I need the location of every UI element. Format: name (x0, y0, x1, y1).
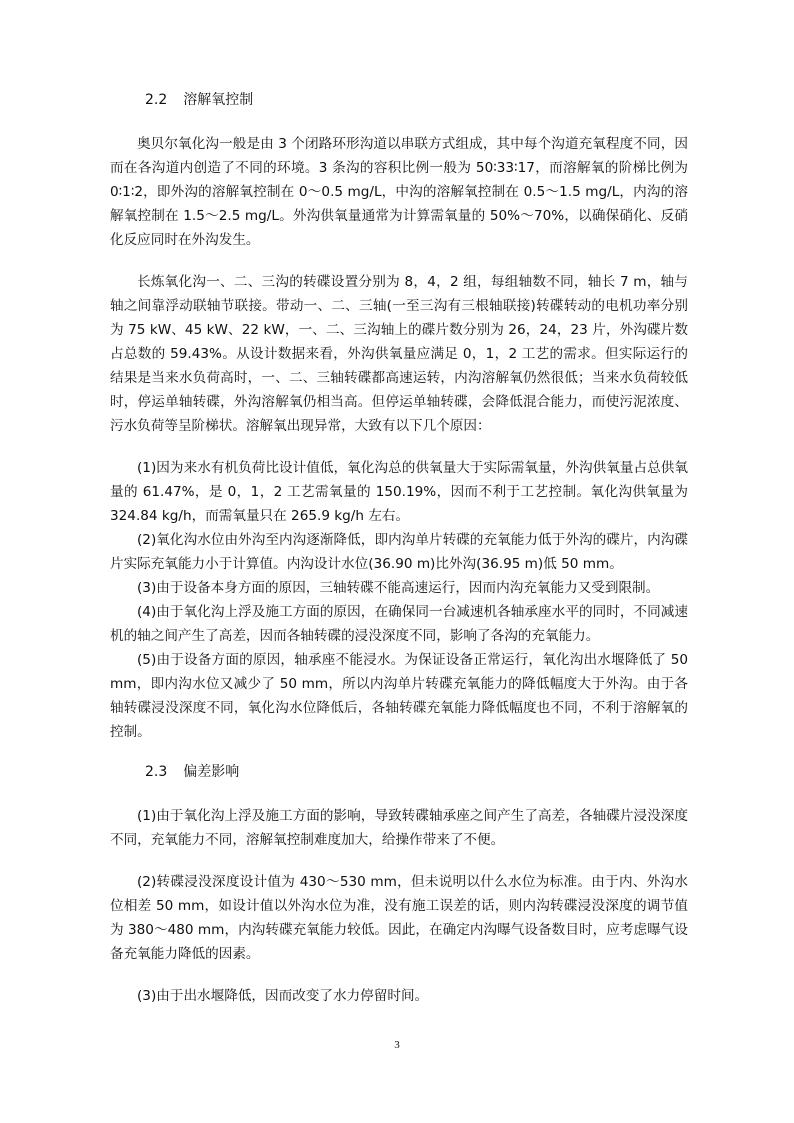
paragraph: (2)转碟浸没深度设计值为 430～530 mm，但未说明以什么水位为标准。由于内、外沟水位相差 50 mm，如设计值以外沟水位为准，没有施工误差的话，则内沟转碟浸没深度的调节值为 380～480 mm，内沟转碟充氧能力较低。因此，在确定内沟曝气设备数目时，应考虑曝气设备充氧能力降低的因素。 (110, 874, 688, 962)
paragraph: (3)由于出水堰降低，因而改变了水力停留时间。 (137, 988, 429, 1004)
reason-item: (2)氧化沟水位由外沟至内沟逐渐降低，即内沟单片转碟的充氧能力低于外沟的碟片，内沟碟片实际充氧能力小于计算值。内沟设计水位(36.90 m)比外沟(36.95 m)低 50 mm。 (110, 532, 688, 572)
section-title: 偏差影响 (183, 764, 240, 780)
section-number: 2.2 (145, 92, 168, 108)
paragraph: 长炼氧化沟一、二、三沟的转碟设置分别为 8，4，2 组，每组轴数不同，轴长 7 m，轴与轴之间靠浮动联轴节联接。带动一、二、三轴(一至三沟有三根轴联接)转碟转动的电机功率分别为 75 kW、45 kW、22 kW，一、二、三沟轴上的碟片数分别为 26，24，23 片，外沟碟片数占总数的 59.43%。从设计数据来看，外沟供氧量应满足 0，1，2 工艺的需求。但实际运行的结果是当来水负荷高时，一、二、三轴转碟都高速运转，内沟溶解氧仍然很低；当来水负荷较低时，停运单轴转碟，外沟溶解氧仍相当高。但停运单轴转碟，会降低混合能力，而使污泥浓度、污水负荷等呈阶梯状。溶解氧出现异常，大致有以下几个原因： (110, 274, 688, 434)
section-number: 2.3 (145, 764, 168, 780)
page-content (110, 90, 688, 1026)
section-title: 溶解氧控制 (183, 92, 254, 108)
reason-item: (3)由于设备本身方面的原因，三轴转碟不能高速运行，因而内沟充氧能力又受到限制。 (137, 580, 660, 596)
section-heading-2-3 (110, 762, 688, 782)
section-heading-2-2 (110, 90, 688, 110)
paragraph: (1)由于氧化沟上浮及施工方面的影响，导致转碟轴承座之间产生了高差，各轴碟片浸没深度不同，充氧能力不同，溶解氧控制难度加大，给操作带来了不便。 (110, 808, 688, 848)
reason-item: (5)由于设备方面的原因，轴承座不能浸水。为保证设备正常运行，氧化沟出水堰降低了 50 mm，即内沟水位又减少了 50 mm，所以内沟单片转碟充氧能力的降低幅度大于外沟。由于各轴转碟浸没深度不同，氧化沟水位降低后，各轴转碟充氧能力降低幅度也不同，不利于溶解氧的控制。 (110, 652, 688, 740)
reason-item: (1)因为来水有机负荷比设计值低，氧化沟总的供氧量大于实际需氧量，外沟供氧量占总供氧量的 61.47%，是 0，1，2 工艺需氧量的 150.19%，因而不利于工艺控制。氧化沟供氧量为 324.84 kg/h，而需氧量只在 265.9 kg/h 左右。 (110, 460, 688, 524)
reason-item: (4)由于氧化沟上浮及施工方面的原因，在确保同一台减速机各轴承座水平的同时，不同减速机的轴之间产生了高差，因而各轴转碟的浸没深度不同，影响了各沟的充氧能力。 (110, 604, 688, 644)
page-number: 3 (394, 1039, 400, 1051)
paragraph: 奥贝尔氧化沟一般是由 3 个闭路环形沟道以串联方式组成，其中每个沟道充氧程度不同，因而在各沟道内创造了不同的环境。3 条沟的容积比例一般为 50∶33∶17，而溶解氧的阶梯比例为 0∶1∶2，即外沟的溶解氧控制在 0～0.5 mg/L，中沟的溶解氧控制在 0.5～1.5 mg/L，内沟的溶解氧控制在 1.5～2.5 mg/L。外沟供氧量通常为计算需氧量的 50%～70%，以确保硝化、反硝化反应同时在外沟发生。 (110, 136, 688, 248)
